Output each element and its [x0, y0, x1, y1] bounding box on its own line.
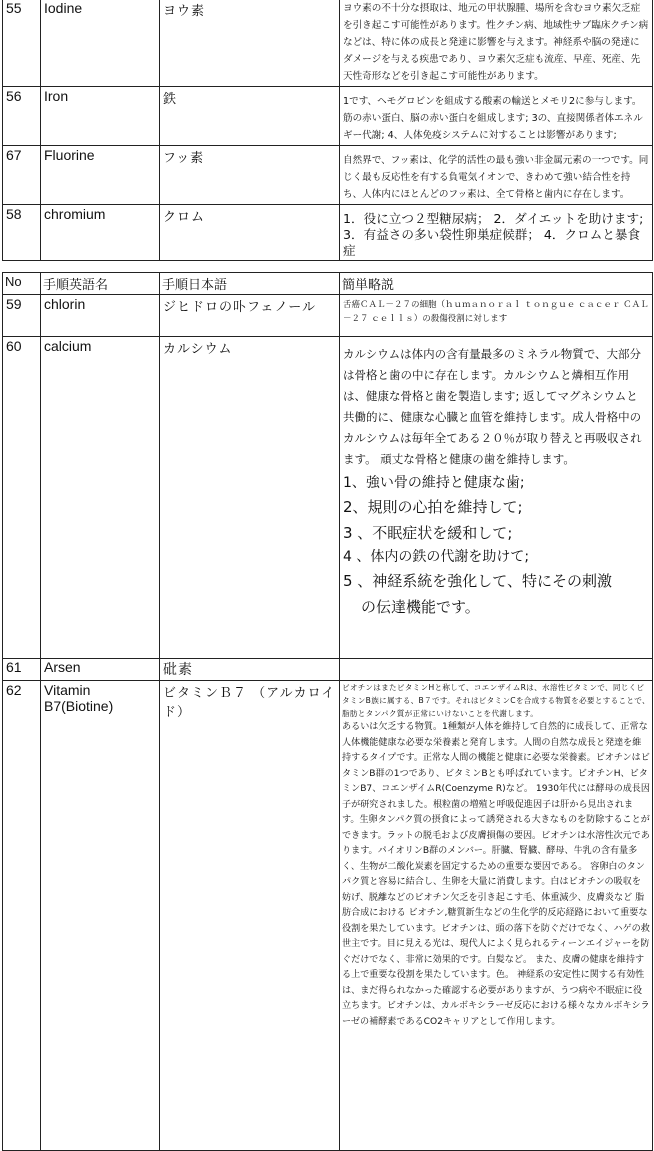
description-cell	[340, 681, 653, 1151]
table-row	[3, 87, 653, 146]
description-intro: ビオチンはまたビタミンHと称して、コエンザイムRは、水溶性ビタミンで、同じくビタミンB族に属する、B７です。それはビタミンCを合成する物質を必要とすることで、脂肪とタンパク質が正常にいけないことを代謝します。	[342, 683, 650, 718]
english-name: calcium	[41, 337, 160, 659]
table-row	[3, 295, 653, 337]
japanese-name: ビタミンＢ７ （アルカロイド）	[160, 681, 340, 1151]
row-number: 59	[3, 295, 41, 337]
header-no: No	[3, 273, 41, 295]
point-1: 1、強い骨の維持と健康な歯;	[343, 475, 525, 491]
row-number: 55	[3, 0, 41, 87]
row-number: 58	[3, 205, 41, 261]
japanese-name: 砒素	[160, 659, 340, 681]
description: カルシウムは体内の含有量最多のミネラル物質で、大部分は骨格と歯の中に存在します。カルシウムと燐相互作用は、健康な骨格と歯を製造します; 返してマグネシウムと共働的に、健康な心臓と血管を維持します。成人骨格中のカルシウムは毎年全てある２０％が取り替えと再吸収されます。 頑丈な骨格と健康の歯を維持します。	[343, 347, 642, 466]
row-number: 56	[3, 87, 41, 146]
table-row	[3, 146, 653, 205]
english-name: Iodine	[41, 0, 160, 87]
table-row	[3, 205, 653, 261]
header-japanese-name: 手順日本語	[160, 273, 340, 295]
japanese-name: ヨウ素	[160, 0, 340, 87]
point-5-continued: の伝達機能です。	[361, 598, 480, 616]
description: 1です、ヘモグロビンを組成する酸素の輸送とメモリ2に参与します。筋の赤い蛋白、脳の赤い蛋白を組成します; 3の、直接関係者体エネルギー代謝; 4、人体免疫システムに対することは影響があります;	[340, 87, 653, 146]
point-3: 3 、不眠症状を緩和して;	[343, 524, 513, 542]
description-body: あるいは欠乏する物質。1種類が人体を維持して自然的に成長して、正常な人体機能健康な必要な栄養素と発育します。人間の自然な成長と発達を維持するタイプです。正常な人間の機能と健康に必要な栄養素。ビオチンはビタミンB群の1つであり、ビタミンBとも呼ばれています。ビオチンH、ビタミンB7、コエンザイムR(Coenzyme R)など。 1930年代には酵母の成長因子が研究されました。根粒菌の増殖と呼吸促進因子は肝から見出されます。生卵タンパク質の摂食によって誘発される大きなものを防除することができます。ラットの脱毛および皮膚損傷の要因。ビオチンは水溶性次元であります。パイオリンB群のメンバー。肝臓、腎臓、酵母、牛乳の含有量多く、生物が二酸化炭素を固定するための重要な要因である。 容卵白のタンパク質と容易に結合し、生卵を大量に消費します。白はビオチンの吸収を妨げ、脱離などのビオチン欠乏を引き起こす毛、体重減少、皮膚炎など 脂肪合成における ビオチン,糖質新生などの生化学的反応経路において重要な役割を果たしています。ビオチンは、頭の落下を防ぐだけでなく、ハゲの救世主です。目に見える光は、現代人によく見られるティーンエイジャーを防ぐだけでなく、非常に効果的です。白髪など。 また、皮膚の健康を維持する上で重要な役割を果たしています。色。 神経系の安定性に関する有効性は、まだ得られなかった確認する必要がありますが、うつ病や不眠症に役立ちます。ビオチンは、カルボキシラーゼ反応における様々なカルボキシラーゼの補酵素であるCO2キャリアとして作用します。	[342, 722, 650, 1027]
row-number: 62	[3, 681, 41, 1151]
row-number: 67	[3, 146, 41, 205]
english-name: chlorin	[41, 295, 160, 337]
japanese-name: ジヒドロの卟フェノール	[160, 295, 340, 337]
row-number: 61	[3, 659, 41, 681]
japanese-name: フッ素	[160, 146, 340, 205]
point-4: 4 、体内の鉄の代謝を助けて;	[343, 549, 530, 565]
english-name: Fluorine	[41, 146, 160, 205]
japanese-name: クロム	[160, 205, 340, 261]
table-header-row	[3, 273, 653, 295]
description: 舌癌ＣＡＬ－２７の細胞（ｈｕｍａｎｏｒａｌ ｔｏｎｇｕｅ ｃａｃｅｒ ＣＡＬ－２７ ｃｅｌｌｓ）の殺傷役割に対します	[340, 295, 653, 337]
english-name: chromium	[41, 205, 160, 261]
description: 1．役に立つ２型糖尿病； 2．ダイエットを助けます; 3．有益さの多い袋性卵巣症候群； 4．クロムと暴食症	[340, 205, 653, 261]
table-row	[3, 0, 653, 87]
header-english-name: 手順英語名	[41, 273, 160, 295]
english-name: Arsen	[41, 659, 160, 681]
row-number: 60	[3, 337, 41, 659]
element-table-top	[2, 0, 653, 261]
point-5: 5 、神経系統を強化して、特にその刺激	[343, 572, 613, 590]
table-row	[3, 681, 653, 1151]
description	[340, 659, 653, 681]
table-row	[3, 337, 653, 659]
table-row	[3, 659, 653, 681]
english-name: Vitamin B7(Biotine)	[41, 681, 160, 1151]
point-2: 2、規則の心拍を維持して;	[343, 498, 523, 516]
header-description: 簡単略説	[340, 273, 653, 295]
japanese-name: カルシウム	[160, 337, 340, 659]
description: ヨウ素の不十分な摂取は、地元の甲状腺腫、場所を含むヨウ素欠乏症を引き起こす可能性があります。性クチン病、地域性サブ臨床クチン病などは、特に体の成長と発達に影響を与えます。神経系や脳の発達にダメージを与える疾患であり、ヨウ素欠乏症も流産、早産、死産、先天性奇形などを引き起こす可能性があります。	[340, 0, 653, 87]
japanese-name: 鉄	[160, 87, 340, 146]
description: 自然界で、フッ素は、化学的活性の最も強い非金属元素の一つです。同じく最も反応性を有する負電気イオンで、きわめて強い結合性を持ち、人体内にほとんどのフッ素は、全て骨格と歯内に存在します。	[340, 146, 653, 205]
english-name: Iron	[41, 87, 160, 146]
description-cell	[340, 337, 653, 659]
element-table-bottom	[2, 272, 653, 1151]
